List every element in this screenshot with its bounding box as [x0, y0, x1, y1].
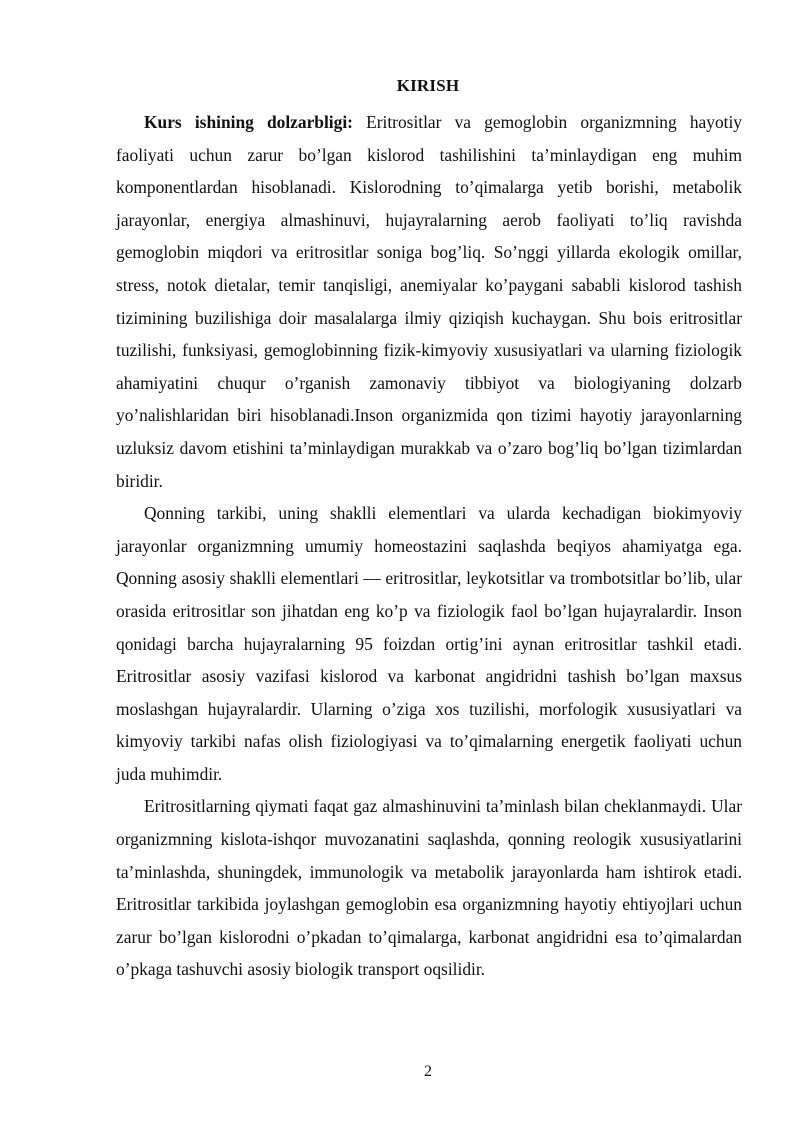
paragraph-text: Qonning tarkibi, uning shaklli elementlari va ularda kechadigan biokimyoviy jarayonlar organizmning umumiy homeostazini saqlashda beqiyos ahamiyatga ega. Qonning asosiy shaklli elementlari — eritrositlar, leykotsitlar va trombotsitlar bo’lib, ular orasida eritrositlar son jihatdan eng ko’p va fiziologik faol bo’lgan hujayralardir. Inson qonidagi barcha hujayralarning 95 foizdan ortig’ini aynan eritrositlar tashkil etadi. Eritrositlar asosiy vazifasi kislorod va karbonat angidridni tashish bo’lgan maxsus moslashgan hujayralardir. Ularning o’ziga xos tuzilishi, morfologik xususiyatlari va kimyoviy tarkibi nafas olish fiziologiyasi va to’qimalarning energetik faoliyati uchun juda muhimdir. — [116, 503, 742, 784]
body-text — [116, 106, 742, 986]
section-heading: KIRISH — [396, 76, 460, 95]
paragraph-lead: Kurs ishining dolzarbligi: — [144, 112, 353, 132]
paragraph-text: Eritrositlarning qiymati faqat gaz almashinuvini ta’minlash bilan cheklanmaydi. Ular organizmning kislota-ishqor muvozanatini saqlashda, qonning reologik xususiyatlarini ta’minlashda, shuningdek, immunologik va metabolik jarayonlarda ham ishtirok etadi. Eritrositlar tarkibida joylashgan gemoglobin esa organizmning hayotiy ehtiyojlari uchun zarur bo’lgan kislorodni o’pkadan to’qimalarga, karbonat angidridni esa to’qimalardan o’pkaga tashuvchi asosiy biologik transport oqsilidir. — [116, 796, 742, 980]
page-number: 2 — [424, 1063, 432, 1080]
paragraph-relevance — [116, 106, 742, 497]
paragraph-blood-composition — [116, 497, 742, 790]
paragraph-text: Eritrositlar va gemoglobin organizmning hayotiy faoliyati uchun zarur bo’lgan kislorod tashilishini ta’minlaydigan eng muhim komponentlardan hisoblanadi. Kislorodning to’qimalarga yetib borishi, metabolik jarayonlar, energiya almashinuvi, hujayralarning aerob faoliyati to’liq ravishda gemoglobin miqdori va eritrositlar soniga bog’liq. So’nggi yillarda ekologik omillar, stress, notok dietalar, temir tanqisligi, anemiyalar ko’paygani sababli kislorod tashish tizimining buzilishiga doir masalalarga ilmiy qiziqish kuchaygan. Shu bois eritrositlar tuzilishi, funksiyasi, gemoglobinning fizik-kimyoviy xususiyatlari va ularning fiziologik ahamiyatini chuqur o’rganish zamonaviy tibbiyot va biologiyaning dolzarb yo’nalishlaridan biri hisoblanadi.Inson organizmida qon tizimi hayotiy jarayonlarning uzluksiz davom etishini ta’minlaydigan murakkab va o’zaro bog’liq bo’lgan tizimlardan biridir. — [116, 112, 742, 491]
paragraph-erythrocyte-value — [116, 790, 742, 986]
